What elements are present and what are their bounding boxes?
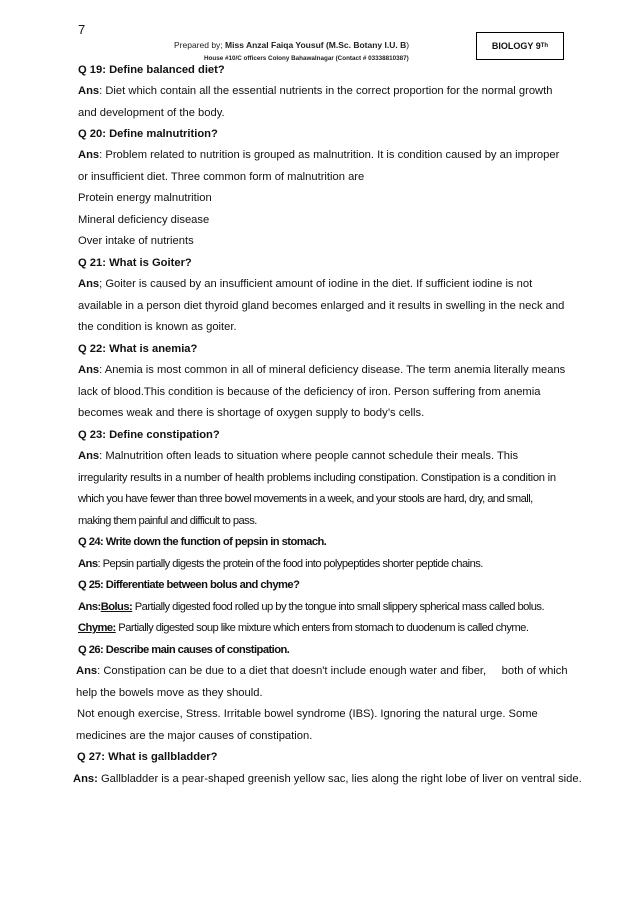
q21-question: Q 21: What is Goiter? xyxy=(78,257,192,269)
page-number: 7 xyxy=(78,22,86,37)
malnutrition-form-item: Over intake of nutrients xyxy=(78,235,194,247)
subject-box xyxy=(476,32,564,60)
q24-question: Q 24: Write down the function of pepsin in stomach. xyxy=(78,536,327,548)
q22-answer-line-1 xyxy=(78,363,565,377)
q26-answer-line-4: medicines are the major causes of constipation. xyxy=(76,730,313,742)
answer-text: : Problem related to nutrition is grouped as malnutrition. It is condition caused by an improper xyxy=(99,149,560,161)
subject-label: BIOLOGY 9 xyxy=(491,41,541,51)
ans-label: Ans xyxy=(78,364,100,376)
q26-answer-line-1 xyxy=(76,664,568,678)
answer-text: : Diet which contain all the essential nutrients in the correct proportion for the normal growth xyxy=(99,85,553,97)
q21-answer-line-2: available in a person diet thyroid gland becomes enlarged and it results in swelling in the neck and xyxy=(78,300,565,312)
q21-answer-line-3: the condition is known as goiter. xyxy=(78,321,237,333)
malnutrition-form-item: Protein energy malnutrition xyxy=(78,192,212,204)
chyme-definition: Partially digested soup like mixture which enters from stomach to duodenum is called chyme. xyxy=(115,622,529,634)
answer-text: : Pepsin partially digests the protein of the food into polypeptides shorter peptide chains. xyxy=(97,558,483,570)
ans-label: Ans xyxy=(76,665,98,677)
q19-answer-line-2: and development of the body. xyxy=(78,107,225,119)
ans-label: Ans xyxy=(78,558,98,570)
q23-answer-line-2 xyxy=(78,471,556,485)
author-name: Miss Anzal Faiqa Yousuf (M.Sc. Botany I.U. B xyxy=(222,40,407,50)
answer-text: : Anemia is most common in all of mineral deficiency disease. The term anemia literally means xyxy=(99,364,566,376)
q22-question: Q 22: What is anemia? xyxy=(78,343,198,355)
q26-question: Q 26: Describe main causes of constipation. xyxy=(78,644,290,656)
ans-label: Ans xyxy=(78,450,100,462)
q19-question: Q 19: Define balanced diet? xyxy=(78,64,225,76)
q23-answer-line-1 xyxy=(78,449,518,463)
bolus-term: Bolus: xyxy=(100,601,133,613)
q26-answer-line-2: help the bowels move as they should. xyxy=(76,687,263,699)
q23-question: Q 23: Define constipation? xyxy=(78,429,220,441)
answer-text: : Constipation can be due to a diet that doesn't include enough water and fiber, both of which xyxy=(97,665,568,677)
q24-answer-line-1 xyxy=(78,557,483,571)
ans-label: Ans xyxy=(78,85,100,97)
q19-answer-line-1 xyxy=(78,84,552,98)
q21-answer-line-1 xyxy=(78,277,532,291)
q20-answer-line-2: or insufficient diet. Three common form of malnutrition are xyxy=(78,171,365,183)
q25-chyme-line xyxy=(78,621,528,635)
q20-question: Q 20: Define malnutrition? xyxy=(78,128,218,140)
ans-label: Ans xyxy=(78,278,100,290)
answer-text: ; Goiter is caused by an insufficient amount of iodine in the diet. If sufficient iodine is not xyxy=(99,278,533,290)
prepared-by-close: ) xyxy=(406,40,410,50)
ans-label: Ans xyxy=(78,149,100,161)
q25-bolus-line: Ans:Bolus: Partially digested food rolled up by the tongue into small slippery spherical mass called bolus. xyxy=(78,601,545,613)
ans-label: Ans xyxy=(78,601,98,613)
prepared-by xyxy=(174,40,409,50)
author-address: House #10/C officers Colony Bahawalnagar (Contact # 03338810387) xyxy=(204,55,409,62)
q27-question: Q 27: What is gallbladder? xyxy=(77,751,218,763)
malnutrition-form-item: Mineral deficiency disease xyxy=(78,214,210,226)
answer-text: irregularity results in a number of health problems including constipation. Constipation is a condition in xyxy=(78,472,556,484)
answer-text: Gallbladder is a pear-shaped greenish yellow sac, lies along the right lobe of liver on ventral side. xyxy=(97,773,582,785)
q26-answer-line-3: Not enough exercise, Stress. Irritable bowel syndrome (IBS). Ignoring the natural urge. Some xyxy=(77,708,538,720)
chyme-term: Chyme: xyxy=(78,622,116,634)
ans-label: Ans: xyxy=(73,773,98,785)
answer-text: : Malnutrition often leads to situation where people cannot schedule their meals. This xyxy=(99,450,519,462)
q20-answer-line-1 xyxy=(78,148,559,162)
bolus-definition: Partially digested food rolled up by the tongue into small slippery spherical mass called bolus. xyxy=(132,601,545,613)
subject-superscript: Th xyxy=(540,43,549,49)
q23-answer-line-3: which you have fewer than three bowel movements in a week, and your stools are hard, dry, and small, xyxy=(78,493,533,505)
q22-answer-line-2: lack of blood.This condition is because of the deficiency of iron. Person suffering from anemia xyxy=(78,386,541,398)
prepared-by-prefix: Prepared by; xyxy=(174,40,223,50)
q23-answer-line-4: making them painful and difficult to pass. xyxy=(78,515,257,527)
q27-answer-line-1 xyxy=(73,772,582,786)
q25-question: Q 25: Differentiate between bolus and chyme? xyxy=(78,579,300,591)
q22-answer-line-3: becomes weak and there is shortage of oxygen supply to body’s cells. xyxy=(78,407,425,419)
